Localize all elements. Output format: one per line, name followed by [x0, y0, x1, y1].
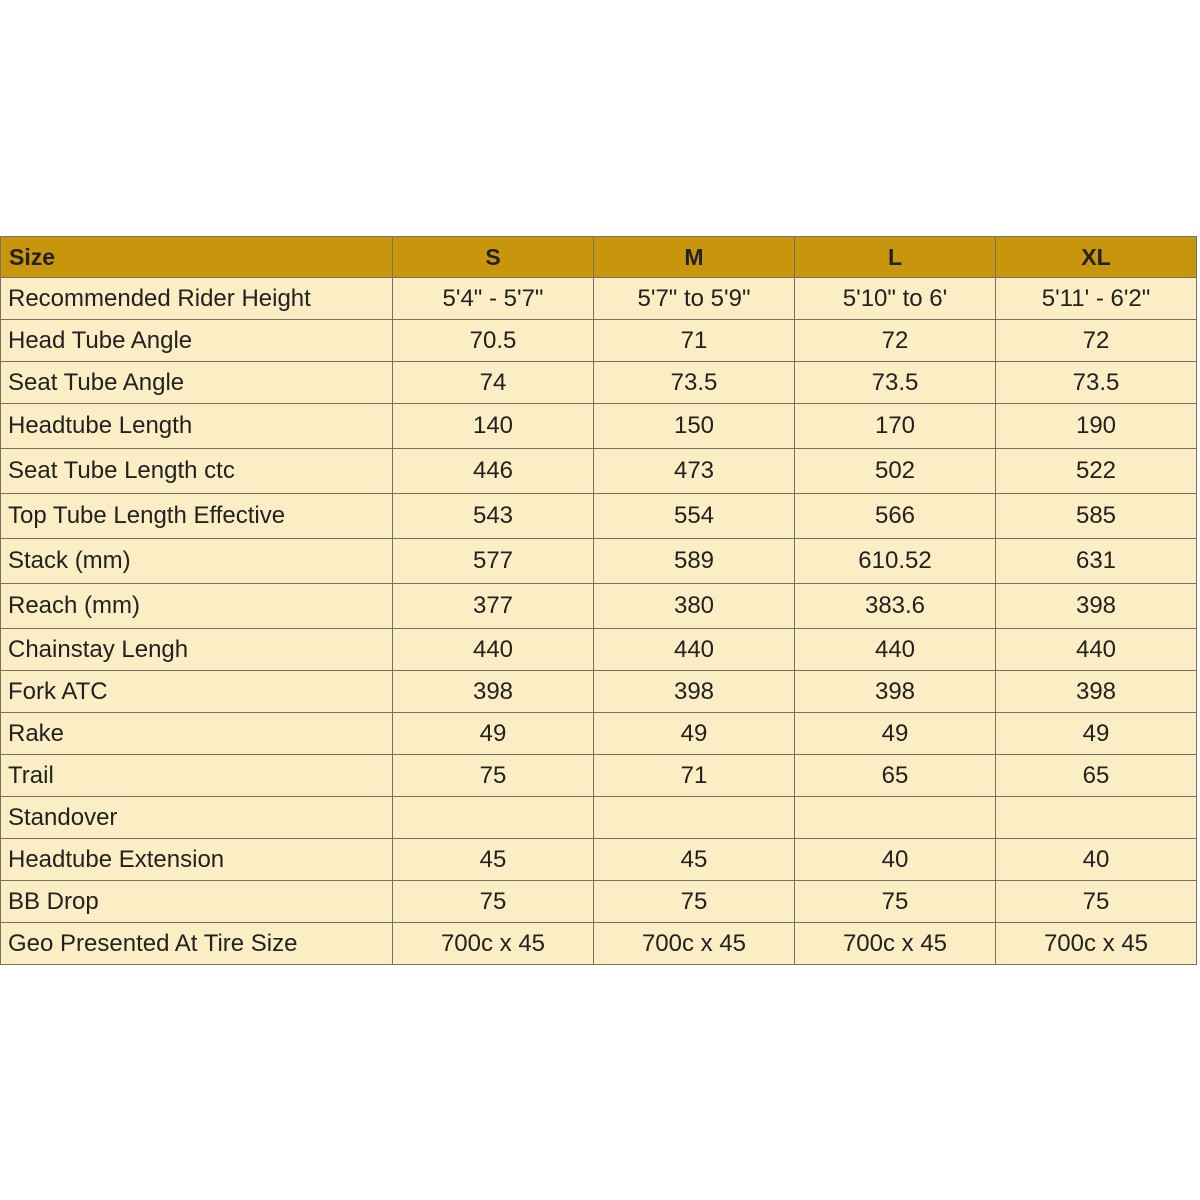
- table-cell: 398: [795, 671, 996, 713]
- table-cell: 70.5: [393, 320, 594, 362]
- table-row: [1, 278, 1197, 320]
- row-label: Seat Tube Angle: [1, 362, 393, 404]
- table-row: [1, 671, 1197, 713]
- table-cell: 543: [393, 494, 594, 539]
- table-row: [1, 797, 1197, 839]
- table-row: [1, 494, 1197, 539]
- table-cell: 150: [594, 404, 795, 449]
- table-row: [1, 755, 1197, 797]
- table-cell: 700c x 45: [594, 923, 795, 965]
- table-cell: 5'4" - 5'7": [393, 278, 594, 320]
- table-cell: 522: [996, 449, 1197, 494]
- table-cell: 700c x 45: [795, 923, 996, 965]
- table-cell: 45: [393, 839, 594, 881]
- row-label: Reach (mm): [1, 584, 393, 629]
- table-row: [1, 881, 1197, 923]
- table-cell: 502: [795, 449, 996, 494]
- table-cell: 49: [795, 713, 996, 755]
- table-cell: 700c x 45: [393, 923, 594, 965]
- table-cell: 440: [795, 629, 996, 671]
- table-cell: 440: [393, 629, 594, 671]
- table-row: [1, 404, 1197, 449]
- table-cell: 75: [393, 881, 594, 923]
- table-cell: 49: [594, 713, 795, 755]
- table-cell: 40: [996, 839, 1197, 881]
- table-cell: 75: [996, 881, 1197, 923]
- table-cell: 398: [594, 671, 795, 713]
- table-cell: 554: [594, 494, 795, 539]
- table-row: [1, 362, 1197, 404]
- row-label: Geo Presented At Tire Size: [1, 923, 393, 965]
- row-label: Headtube Length: [1, 404, 393, 449]
- table-cell: 65: [996, 755, 1197, 797]
- table-cell: 75: [594, 881, 795, 923]
- table-cell: 71: [594, 320, 795, 362]
- table-cell: 190: [996, 404, 1197, 449]
- table-row: [1, 923, 1197, 965]
- table-cell: 440: [996, 629, 1197, 671]
- table-cell: 398: [996, 671, 1197, 713]
- row-label: Recommended Rider Height: [1, 278, 393, 320]
- table-cell: 74: [393, 362, 594, 404]
- table-cell: 72: [996, 320, 1197, 362]
- table-cell: 73.5: [795, 362, 996, 404]
- table-cell: [393, 797, 594, 839]
- table-cell: 446: [393, 449, 594, 494]
- table-cell: 75: [393, 755, 594, 797]
- table-row: [1, 839, 1197, 881]
- header-row: [1, 237, 1197, 278]
- table-cell: 5'11' - 6'2": [996, 278, 1197, 320]
- header-label: Size: [1, 237, 393, 278]
- row-label: Fork ATC: [1, 671, 393, 713]
- table-cell: 72: [795, 320, 996, 362]
- header-size-xl: XL: [996, 237, 1197, 278]
- table-cell: 5'7" to 5'9": [594, 278, 795, 320]
- table-cell: 49: [996, 713, 1197, 755]
- table-row: [1, 449, 1197, 494]
- geometry-table: [0, 236, 1197, 965]
- row-label: BB Drop: [1, 881, 393, 923]
- row-label: Rake: [1, 713, 393, 755]
- header-size-m: M: [594, 237, 795, 278]
- row-label: Trail: [1, 755, 393, 797]
- table-cell: 610.52: [795, 539, 996, 584]
- table-row: [1, 320, 1197, 362]
- table-cell: 73.5: [996, 362, 1197, 404]
- table-cell: 589: [594, 539, 795, 584]
- table-cell: 49: [393, 713, 594, 755]
- table-row: [1, 539, 1197, 584]
- row-label: Head Tube Angle: [1, 320, 393, 362]
- table-cell: [795, 797, 996, 839]
- table-row: [1, 629, 1197, 671]
- table-cell: 65: [795, 755, 996, 797]
- table-cell: 380: [594, 584, 795, 629]
- table-cell: [996, 797, 1197, 839]
- table-cell: 71: [594, 755, 795, 797]
- header-size-l: L: [795, 237, 996, 278]
- table-cell: 585: [996, 494, 1197, 539]
- table-row: [1, 713, 1197, 755]
- row-label: Headtube Extension: [1, 839, 393, 881]
- row-label: Standover: [1, 797, 393, 839]
- table-cell: 577: [393, 539, 594, 584]
- table-cell: 398: [996, 584, 1197, 629]
- table-cell: 377: [393, 584, 594, 629]
- table-cell: 398: [393, 671, 594, 713]
- table-cell: 566: [795, 494, 996, 539]
- table-cell: 170: [795, 404, 996, 449]
- table-cell: 473: [594, 449, 795, 494]
- header-size-s: S: [393, 237, 594, 278]
- table-cell: [594, 797, 795, 839]
- table-cell: 75: [795, 881, 996, 923]
- table-cell: 40: [795, 839, 996, 881]
- table-cell: 440: [594, 629, 795, 671]
- table-cell: 73.5: [594, 362, 795, 404]
- table-cell: 383.6: [795, 584, 996, 629]
- table-cell: 5'10" to 6': [795, 278, 996, 320]
- table-cell: 140: [393, 404, 594, 449]
- table-cell: 700c x 45: [996, 923, 1197, 965]
- row-label: Top Tube Length Effective: [1, 494, 393, 539]
- table-row: [1, 584, 1197, 629]
- row-label: Chainstay Lengh: [1, 629, 393, 671]
- table-cell: 45: [594, 839, 795, 881]
- row-label: Seat Tube Length ctc: [1, 449, 393, 494]
- table-cell: 631: [996, 539, 1197, 584]
- row-label: Stack (mm): [1, 539, 393, 584]
